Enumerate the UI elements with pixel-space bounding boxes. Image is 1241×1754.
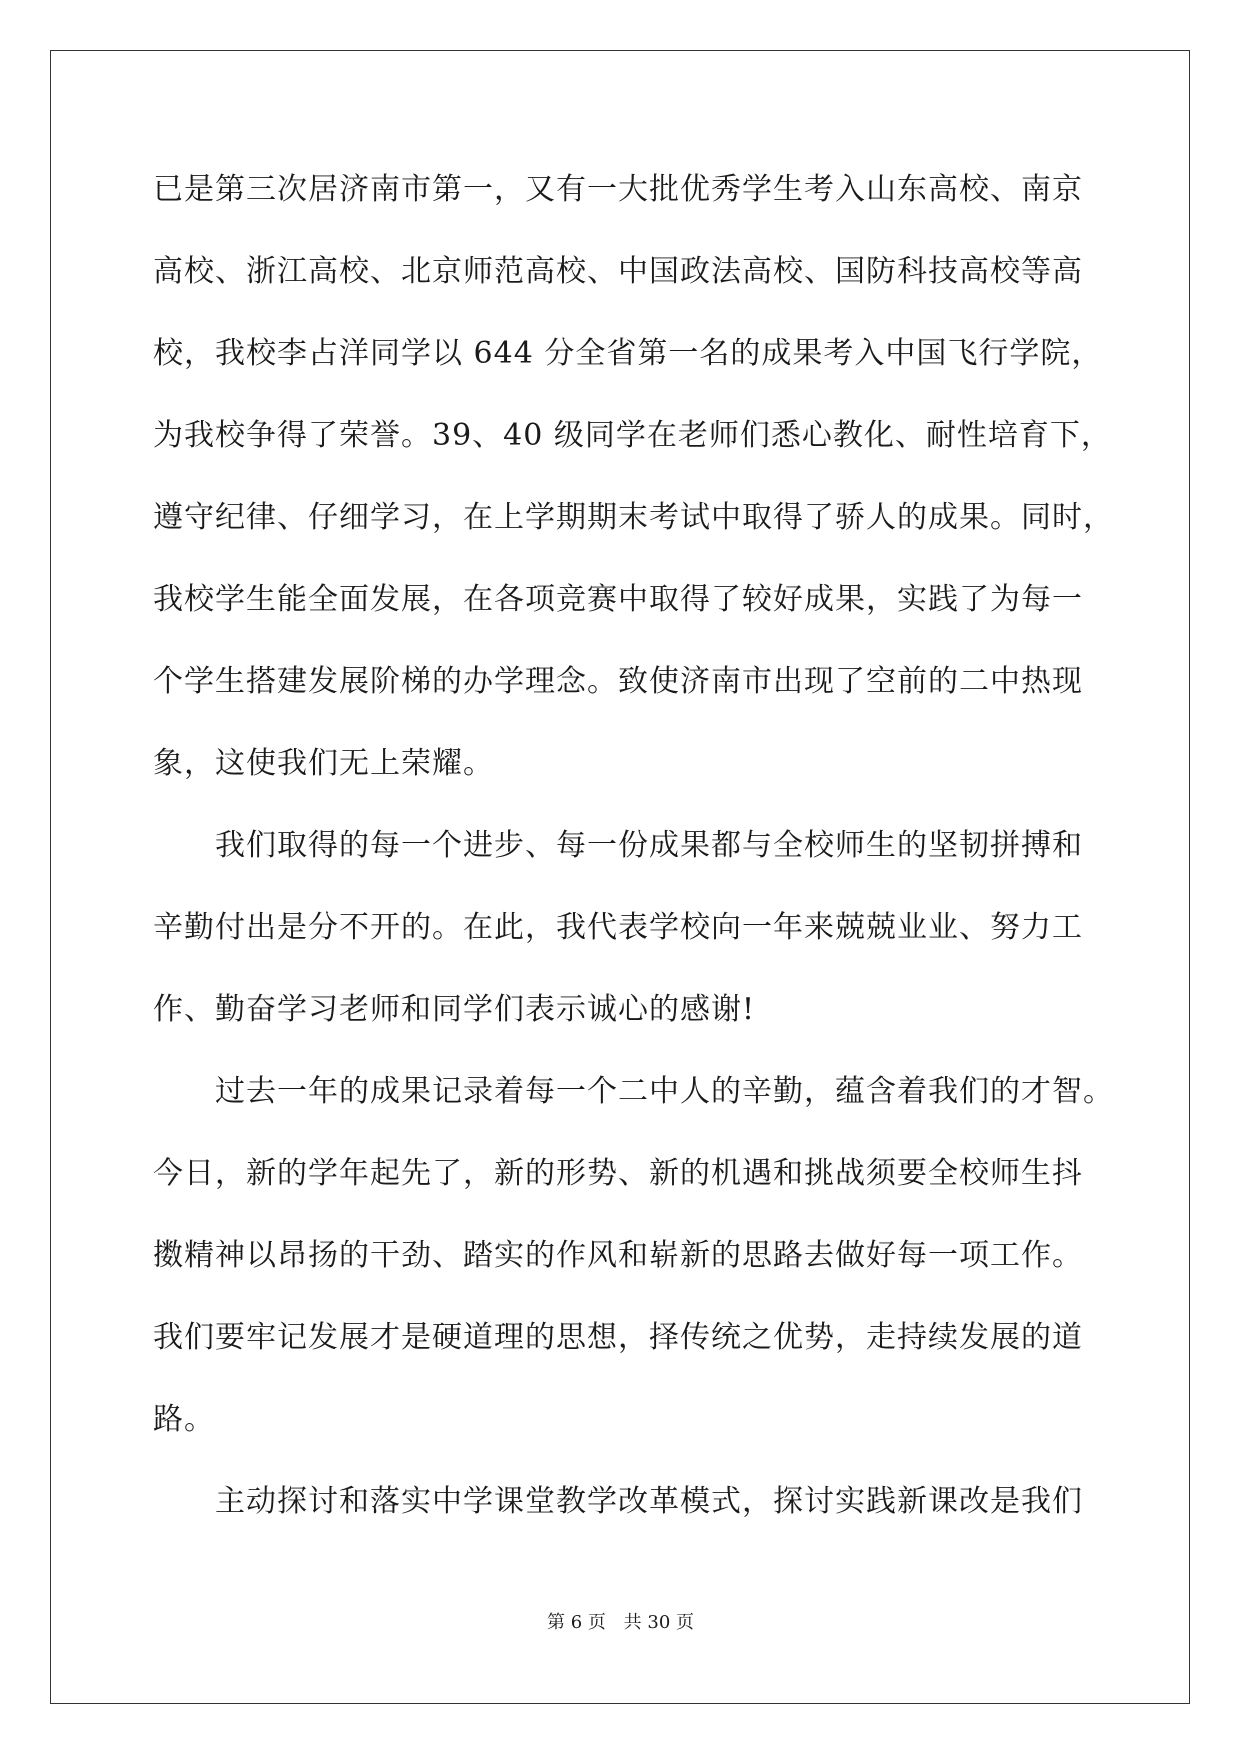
document-body <box>153 160 1114 1554</box>
paragraph-first-line: 我们取得的每一个进步、每一份成果都与全校师生的坚韧拼搏和 <box>215 828 1083 863</box>
text-line: 我校学生能全面发展，在各项竞赛中取得了较好成果，实践了为每一 <box>153 582 1083 617</box>
text-line: 为我校争得了荣誉。39、40 级同学在老师们悉心教化、耐性培育下， <box>153 418 1112 453</box>
page-total: 共 30 页 <box>623 1612 694 1633</box>
text-line: 我们要牢记发展才是硬道理的思想，择传统之优势，走持续发展的道 <box>153 1320 1083 1355</box>
text-line: 象，这使我们无上荣耀。 <box>153 746 494 781</box>
text-line: 作、勤奋学习老师和同学们表示诚心的感谢! <box>153 992 756 1027</box>
paragraph-first-line: 过去一年的成果记录着每一个二中人的辛勤，蕴含着我们的才智。 <box>215 1074 1114 1109</box>
text-line: 校，我校李占洋同学以 644 分全省第一名的成果考入中国飞行学院， <box>153 336 1103 371</box>
paragraph-first-line: 主动探讨和落实中学课堂教学改革模式，探讨实践新课改是我们 <box>215 1484 1083 1519</box>
text-line: 个学生搭建发展阶梯的办学理念。致使济南市出现了空前的二中热现 <box>153 664 1083 699</box>
text-line: 辛勤付出是分不开的。在此，我代表学校向一年来兢兢业业、努力工 <box>153 910 1083 945</box>
page-number: 第 6 页 <box>547 1612 606 1633</box>
text-line: 擞精神以昂扬的干劲、踏实的作风和崭新的思路去做好每一项工作。 <box>153 1238 1083 1273</box>
text-line: 遵守纪律、仔细学习，在上学期期末考试中取得了骄人的成果。同时， <box>153 500 1114 535</box>
text-line: 高校、浙江高校、北京师范高校、中国政法高校、国防科技高校等高 <box>153 254 1083 289</box>
page-footer <box>0 1608 1241 1634</box>
text-line: 今日，新的学年起先了，新的形势、新的机遇和挑战须要全校师生抖 <box>153 1156 1083 1191</box>
text-line: 路。 <box>153 1402 215 1437</box>
text-line: 已是第三次居济南市第一，又有一大批优秀学生考入山东高校、南京 <box>153 172 1083 207</box>
